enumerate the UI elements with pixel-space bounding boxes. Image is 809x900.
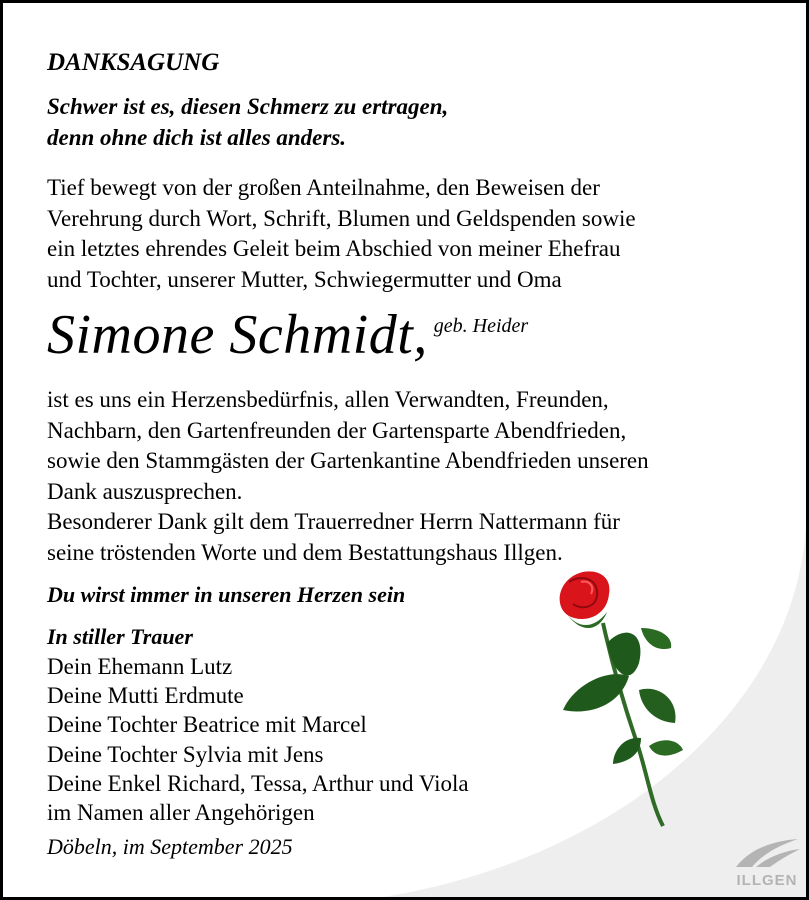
thanks-line: ist es uns ein Herzensbedürfnis, allen Verwandten, Freunden, (47, 387, 609, 412)
intro-line: und Tochter, unserer Mutter, Schwiegermutter und Oma (47, 266, 562, 292)
intro-line: ein letztes ehrendes Geleit beim Abschied von meiner Ehefrau (47, 236, 621, 261)
thanks-paragraph (47, 385, 747, 568)
signatory: Deine Mutti Erdmute (47, 683, 244, 709)
mourning-label: In stiller Trauer (47, 624, 193, 649)
deceased-name: Simone Schmidt, (47, 304, 428, 366)
motto-line: denn ohne dich ist alles anders. (47, 125, 347, 150)
signatory: Deine Enkel Richard, Tessa, Arthur und Viola (47, 770, 469, 796)
thanks-line: Nachbarn, den Gartenfreunden der Gartensparte Abendfrieden, (47, 417, 627, 443)
thanks-line: seine tröstenden Worte und dem Bestattungshaus Illgen. (47, 539, 563, 565)
deceased-name-line (47, 303, 747, 369)
signatory: Dein Ehemann Lutz (47, 654, 233, 679)
intro-line: Tief bewegt von der großen Anteilnahme, den Beweisen der (47, 175, 600, 200)
maiden-name: geb. Heider (433, 315, 529, 337)
closing-phrase: Du wirst immer in unseren Herzen sein (47, 582, 406, 607)
motto (47, 91, 747, 153)
intro-paragraph (47, 173, 747, 295)
intro-line: Verehrung durch Wort, Schrift, Blumen und Geldspenden sowie (47, 205, 636, 231)
logo-swoosh-icon (730, 833, 804, 871)
rose-icon (551, 568, 691, 833)
logo-text: ILLGEN (736, 872, 798, 889)
place-date: Döbeln, im September 2025 (47, 834, 293, 860)
thanks-line: sowie den Stammgästen der Gartenkantine Abendfrieden unseren (47, 448, 649, 473)
motto-line: Schwer ist es, diesen Schmerz zu ertragen, (47, 94, 449, 119)
notice-heading: DANKSAGUNG (47, 49, 220, 76)
signatory: Deine Tochter Sylvia mit Jens (47, 741, 324, 767)
thanks-line: Dank auszusprechen. (47, 478, 243, 504)
thanks-line: Besonderer Dank gilt dem Trauerredner Herrn Nattermann für (47, 509, 620, 534)
illgen-logo-icon (730, 833, 804, 893)
signatory: Deine Tochter Beatrice mit Marcel (47, 712, 367, 738)
signatory: im Namen aller Angehörigen (47, 800, 315, 826)
